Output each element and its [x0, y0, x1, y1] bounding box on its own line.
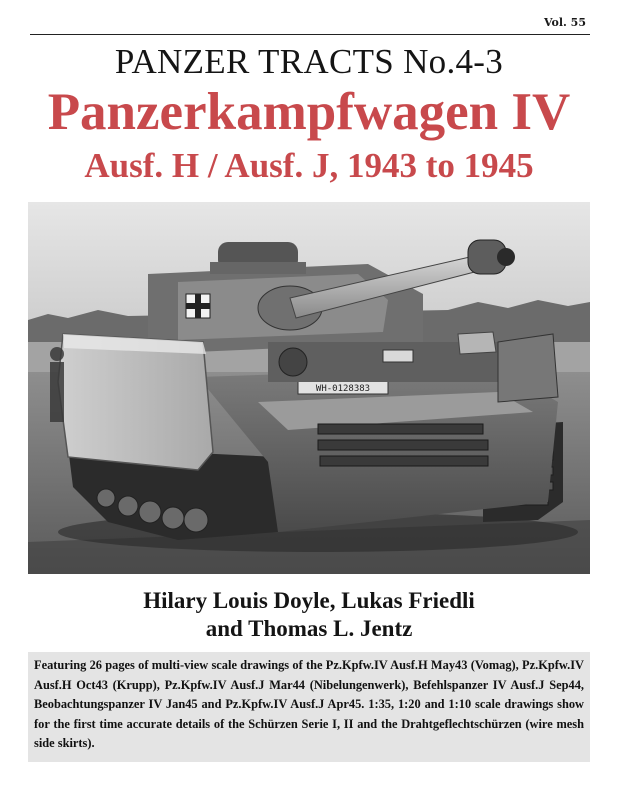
volume-label: Vol. 55	[543, 16, 586, 29]
tank-photo-illustration	[28, 202, 590, 574]
description-box: Featuring 26 pages of multi-view scale drawings of the Pz.Kpfw.IV Ausf.H May43 (Vomag), Pz.Kpfw.IV Ausf.H Oct43 (Krupp), Pz.Kpfw.IV Ausf.J Mar44 (Nibelungenwerk), Befehlspanzer IV Ausf.J Sep44, Beobachtungspanzer IV Jan45 and Pz.Kpfw.IV Ausf.J Apr45. 1:35, 1:20 and 1:10 scale drawings show for the first time accurate details of the Schürzen Serie I, II and the Drahtgeflechtschürzen (wire mesh side skirts).	[28, 652, 590, 762]
authors-line-2: and Thomas L. Jentz	[205, 616, 413, 641]
authors-line-1: Hilary Louis Doyle, Lukas Friedli	[143, 588, 475, 613]
authors	[0, 587, 618, 643]
main-title: Panzerkampfwagen IV	[47, 83, 571, 141]
side-skirt	[58, 334, 213, 470]
series-title: PANZER TRACTS No.4-3	[114, 42, 504, 81]
header-rule	[30, 34, 590, 35]
license-plate-text: WH-0128383	[315, 384, 371, 394]
cross-emblem	[186, 294, 210, 318]
cover-photo	[28, 202, 590, 574]
subtitle: Ausf. H / Ausf. J, 1943 to 1945	[84, 146, 534, 185]
